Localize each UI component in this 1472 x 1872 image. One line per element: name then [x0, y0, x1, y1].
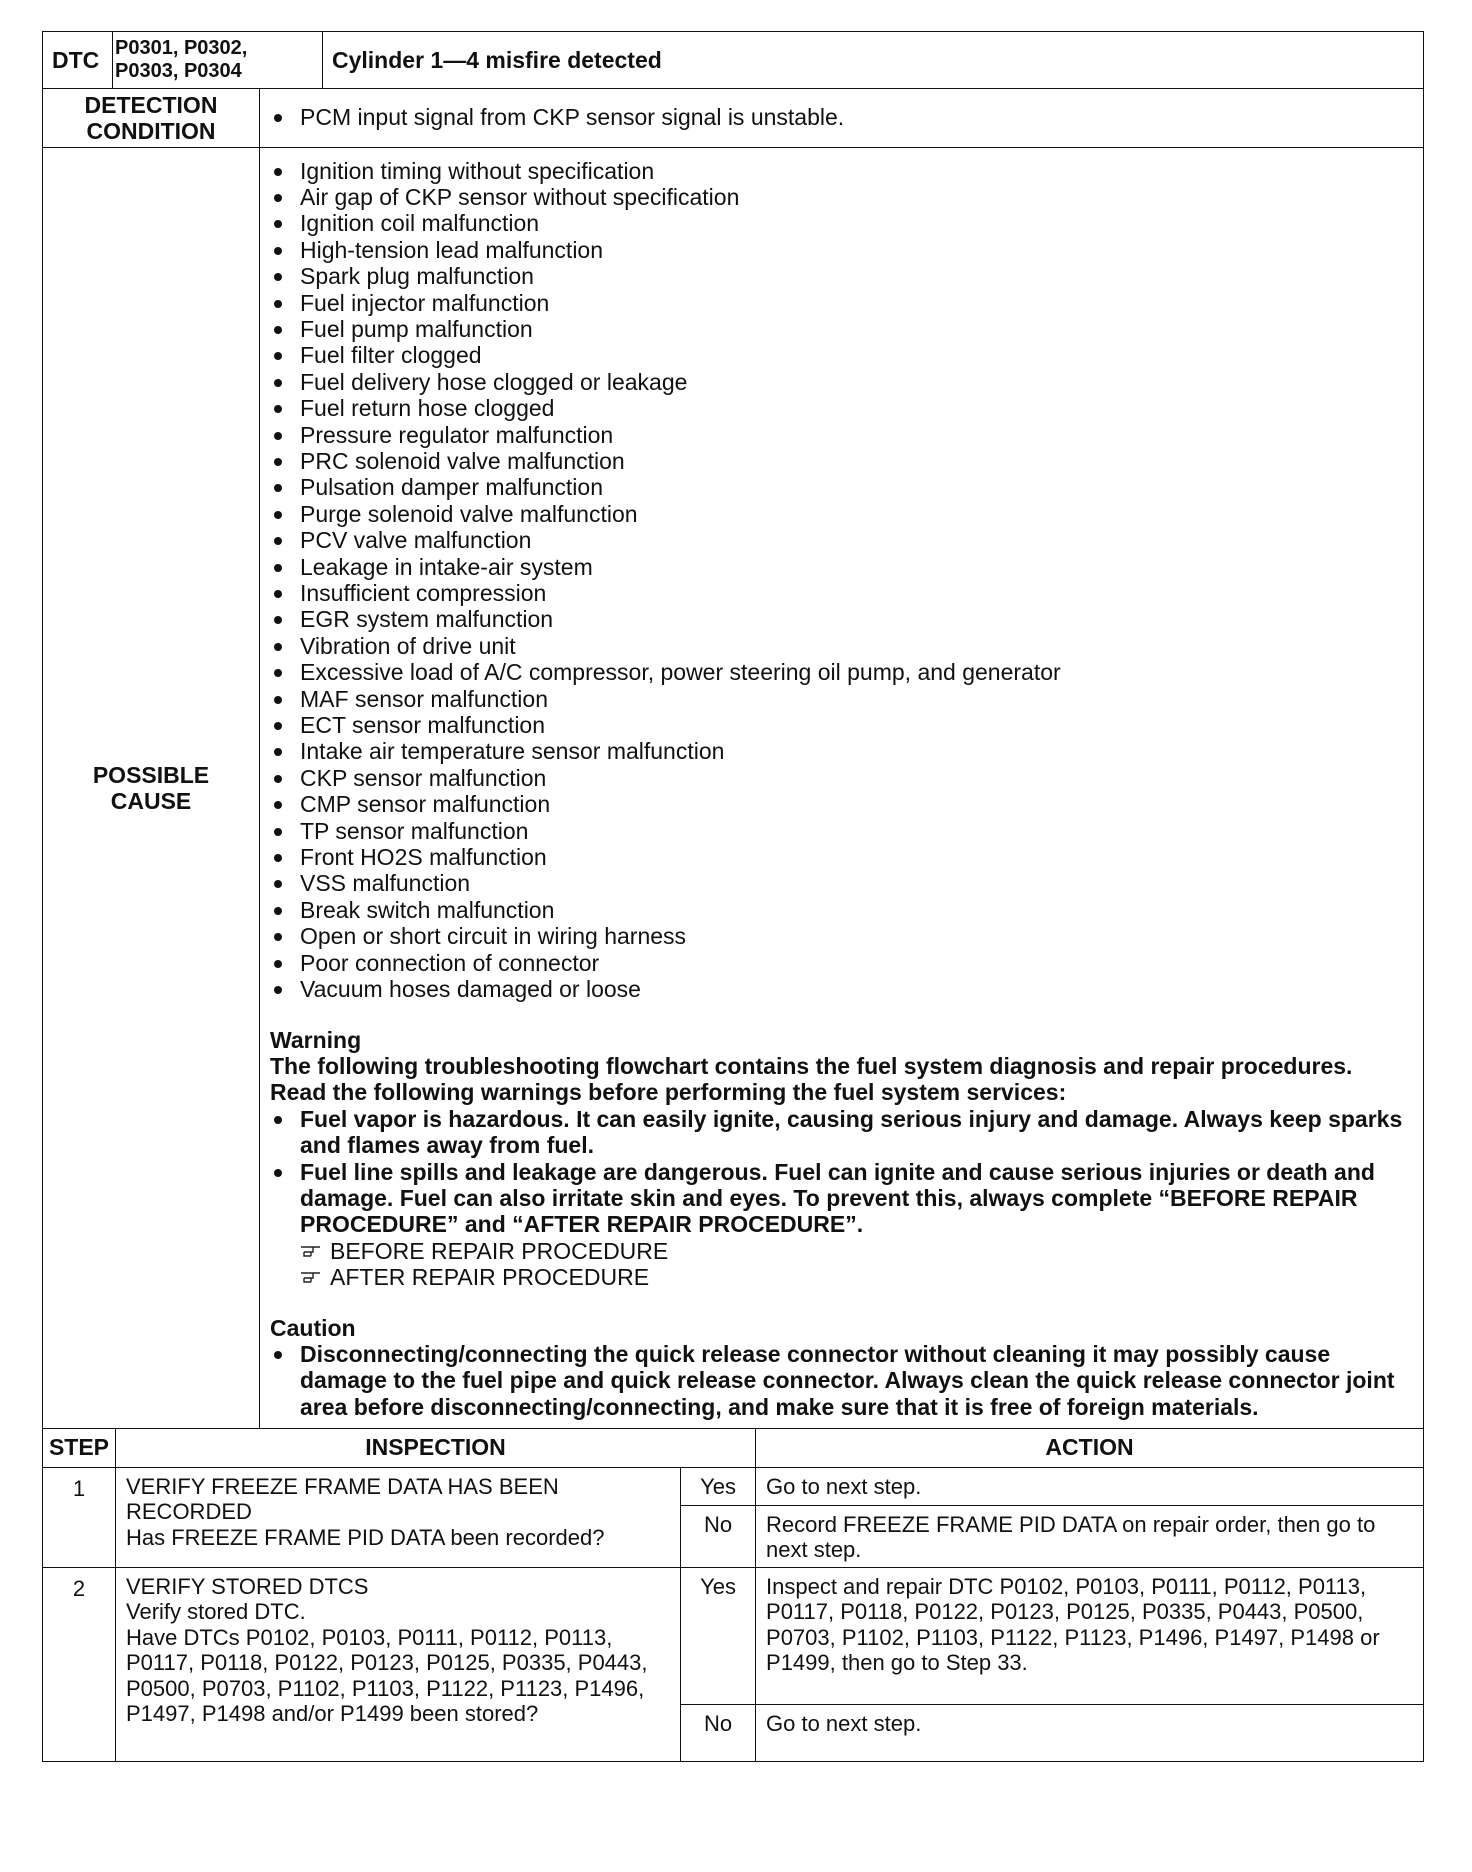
possible-cause-item: Excessive load of A/C compressor, power steering oil pump, and generator	[270, 659, 1415, 685]
ref-before-repair-label: BEFORE REPAIR PROCEDURE	[330, 1237, 669, 1264]
warning-list	[270, 1106, 1415, 1238]
warning-refs	[270, 1238, 1415, 1291]
possible-cause-item: CMP sensor malfunction	[270, 791, 1415, 817]
step-2-subtitle: Verify stored DTC.	[126, 1599, 306, 1625]
possible-cause-label-line2: CAUSE	[110, 787, 192, 814]
possible-cause-label	[43, 147, 260, 1429]
dtc-title: Cylinder 1—4 misfire detected	[323, 32, 1424, 89]
possible-cause-item: Open or short circuit in wiring harness	[270, 923, 1415, 949]
step-1-no-label: No	[681, 1505, 756, 1567]
possible-cause-item: Ignition timing without specification	[270, 158, 1415, 184]
possible-cause-item: Break switch malfunction	[270, 897, 1415, 923]
dtc-codes	[113, 32, 323, 89]
possible-cause-item: MAF sensor malfunction	[270, 686, 1415, 712]
possible-cause-item: Spark plug malfunction	[270, 263, 1415, 289]
possible-cause-item: Purge solenoid valve malfunction	[270, 501, 1415, 527]
detection-condition-label	[43, 88, 260, 147]
steps-table	[42, 1428, 1424, 1762]
possible-cause-item: TP sensor malfunction	[270, 818, 1415, 844]
possible-cause-item: Fuel injector malfunction	[270, 290, 1415, 316]
step-2-inspection	[116, 1567, 681, 1761]
detection-label-line1: DETECTION	[84, 91, 218, 118]
dtc-codes-line1: P0301, P0302,	[115, 37, 248, 59]
possible-cause-item: Pulsation damper malfunction	[270, 474, 1415, 500]
ref-after-repair-label: AFTER REPAIR PROCEDURE	[330, 1264, 650, 1291]
caution-title: Caution	[270, 1314, 356, 1341]
dtc-header-table	[42, 31, 1424, 89]
step-2-yes-label: Yes	[681, 1567, 756, 1704]
possible-cause-item: Fuel return hose clogged	[270, 395, 1415, 421]
detection-condition-body	[260, 88, 1424, 147]
possible-cause-item: Fuel filter clogged	[270, 342, 1415, 368]
possible-cause-item: PCV valve malfunction	[270, 527, 1415, 553]
possible-cause-item: CKP sensor malfunction	[270, 765, 1415, 791]
detection-list	[270, 104, 1415, 130]
inspection-header: INSPECTION	[116, 1428, 756, 1467]
step-1-yes-label: Yes	[681, 1467, 756, 1505]
detection-item: PCM input signal from CKP sensor signal is unstable.	[270, 104, 1415, 130]
step-2-no-label: No	[681, 1704, 756, 1761]
possible-cause-label-line1: POSSIBLE	[92, 761, 210, 788]
step-2-yes-action: Inspect and repair DTC P0102, P0103, P0111, P0112, P0113, P0117, P0118, P0122, P0123, P0125, P0335, P0443, P0500, P0703, P1102, P1103, P1122, P1123, P1496, P1497, P1498 or P1499, then go to Step 33.	[756, 1567, 1424, 1704]
possible-cause-item: Leakage in intake-air system	[270, 554, 1415, 580]
warning-title: Warning	[270, 1026, 362, 1053]
ref-before-repair[interactable]	[300, 1238, 1415, 1264]
step-header: STEP	[43, 1428, 116, 1467]
possible-cause-item: Intake air temperature sensor malfunction	[270, 738, 1415, 764]
possible-cause-item: Vibration of drive unit	[270, 633, 1415, 659]
possible-cause-body	[260, 147, 1424, 1429]
possible-cause-item: Fuel pump malfunction	[270, 316, 1415, 342]
step-1-no-action: Record FREEZE FRAME PID DATA on repair order, then go to next step.	[756, 1505, 1424, 1567]
dtc-codes-line2: P0303, P0304	[115, 60, 242, 82]
action-header: ACTION	[756, 1428, 1424, 1467]
possible-cause-item: PRC solenoid valve malfunction	[270, 448, 1415, 474]
possible-cause-item: Insufficient compression	[270, 580, 1415, 606]
detection-label-line2: CONDITION	[86, 117, 216, 144]
possible-cause-item: Ignition coil malfunction	[270, 210, 1415, 236]
hand-pointer-icon	[300, 1244, 322, 1258]
warning-intro: The following troubleshooting flowchart contains the fuel system diagnosis and repair procedures. Read the following warnings before performing the fuel system services:	[270, 1052, 1353, 1106]
caution-item: Disconnecting/connecting the quick release connector without cleaning it may possibly cause damage to the fuel pipe and quick release connector. Always clean the quick release connector joint area before disconnecting/connecting, and make sure that it is free of foreign materials.	[270, 1341, 1415, 1420]
possible-cause-item: Vacuum hoses damaged or loose	[270, 976, 1415, 1002]
step-2-title: VERIFY STORED DTCS	[126, 1573, 369, 1599]
possible-cause-item: Front HO2S malfunction	[270, 844, 1415, 870]
possible-cause-item: Pressure regulator malfunction	[270, 422, 1415, 448]
step-1-title: VERIFY FREEZE FRAME DATA HAS BEEN RECORDED	[126, 1473, 559, 1525]
hand-pointer-icon	[300, 1270, 322, 1284]
possible-cause-item: ECT sensor malfunction	[270, 712, 1415, 738]
caution-list	[270, 1341, 1415, 1420]
step-2-number: 2	[43, 1567, 116, 1761]
possible-cause-item: Fuel delivery hose clogged or leakage	[270, 369, 1415, 395]
step-1-number: 1	[43, 1467, 116, 1567]
possible-cause-item: High-tension lead malfunction	[270, 237, 1415, 263]
step-1-question: Has FREEZE FRAME PID DATA been recorded?	[126, 1524, 605, 1550]
step-1-inspection	[116, 1467, 681, 1567]
possible-cause-item: Air gap of CKP sensor without specification	[270, 184, 1415, 210]
dtc-document	[42, 31, 1424, 1762]
condition-table	[42, 88, 1424, 1430]
dtc-label: DTC	[43, 32, 113, 89]
step-2-question: Have DTCs P0102, P0103, P0111, P0112, P0113, P0117, P0118, P0122, P0123, P0125, P0335, P0443, P0500, P0703, P1102, P1103, P1122, P1123, P1496, P1497, P1498 and/or P1499 been stored?	[126, 1624, 648, 1727]
warning-item: Fuel vapor is hazardous. It can easily ignite, causing serious injury and damage. Always keep sparks and flames away from fuel.	[270, 1106, 1415, 1159]
step-1-yes-action: Go to next step.	[756, 1467, 1424, 1505]
warning-item: Fuel line spills and leakage are dangerous. Fuel can ignite and cause serious injuries or death and damage. Fuel can also irritate skin and eyes. To prevent this, always complete “BEFORE REPAIR PROCEDURE” and “AFTER REPAIR PROCEDURE”.	[270, 1159, 1415, 1238]
step-2-no-action: Go to next step.	[756, 1704, 1424, 1761]
possible-cause-item: VSS malfunction	[270, 870, 1415, 896]
ref-after-repair[interactable]	[300, 1264, 1415, 1290]
possible-cause-list	[270, 158, 1415, 1003]
possible-cause-item: EGR system malfunction	[270, 606, 1415, 632]
possible-cause-item: Poor connection of connector	[270, 950, 1415, 976]
